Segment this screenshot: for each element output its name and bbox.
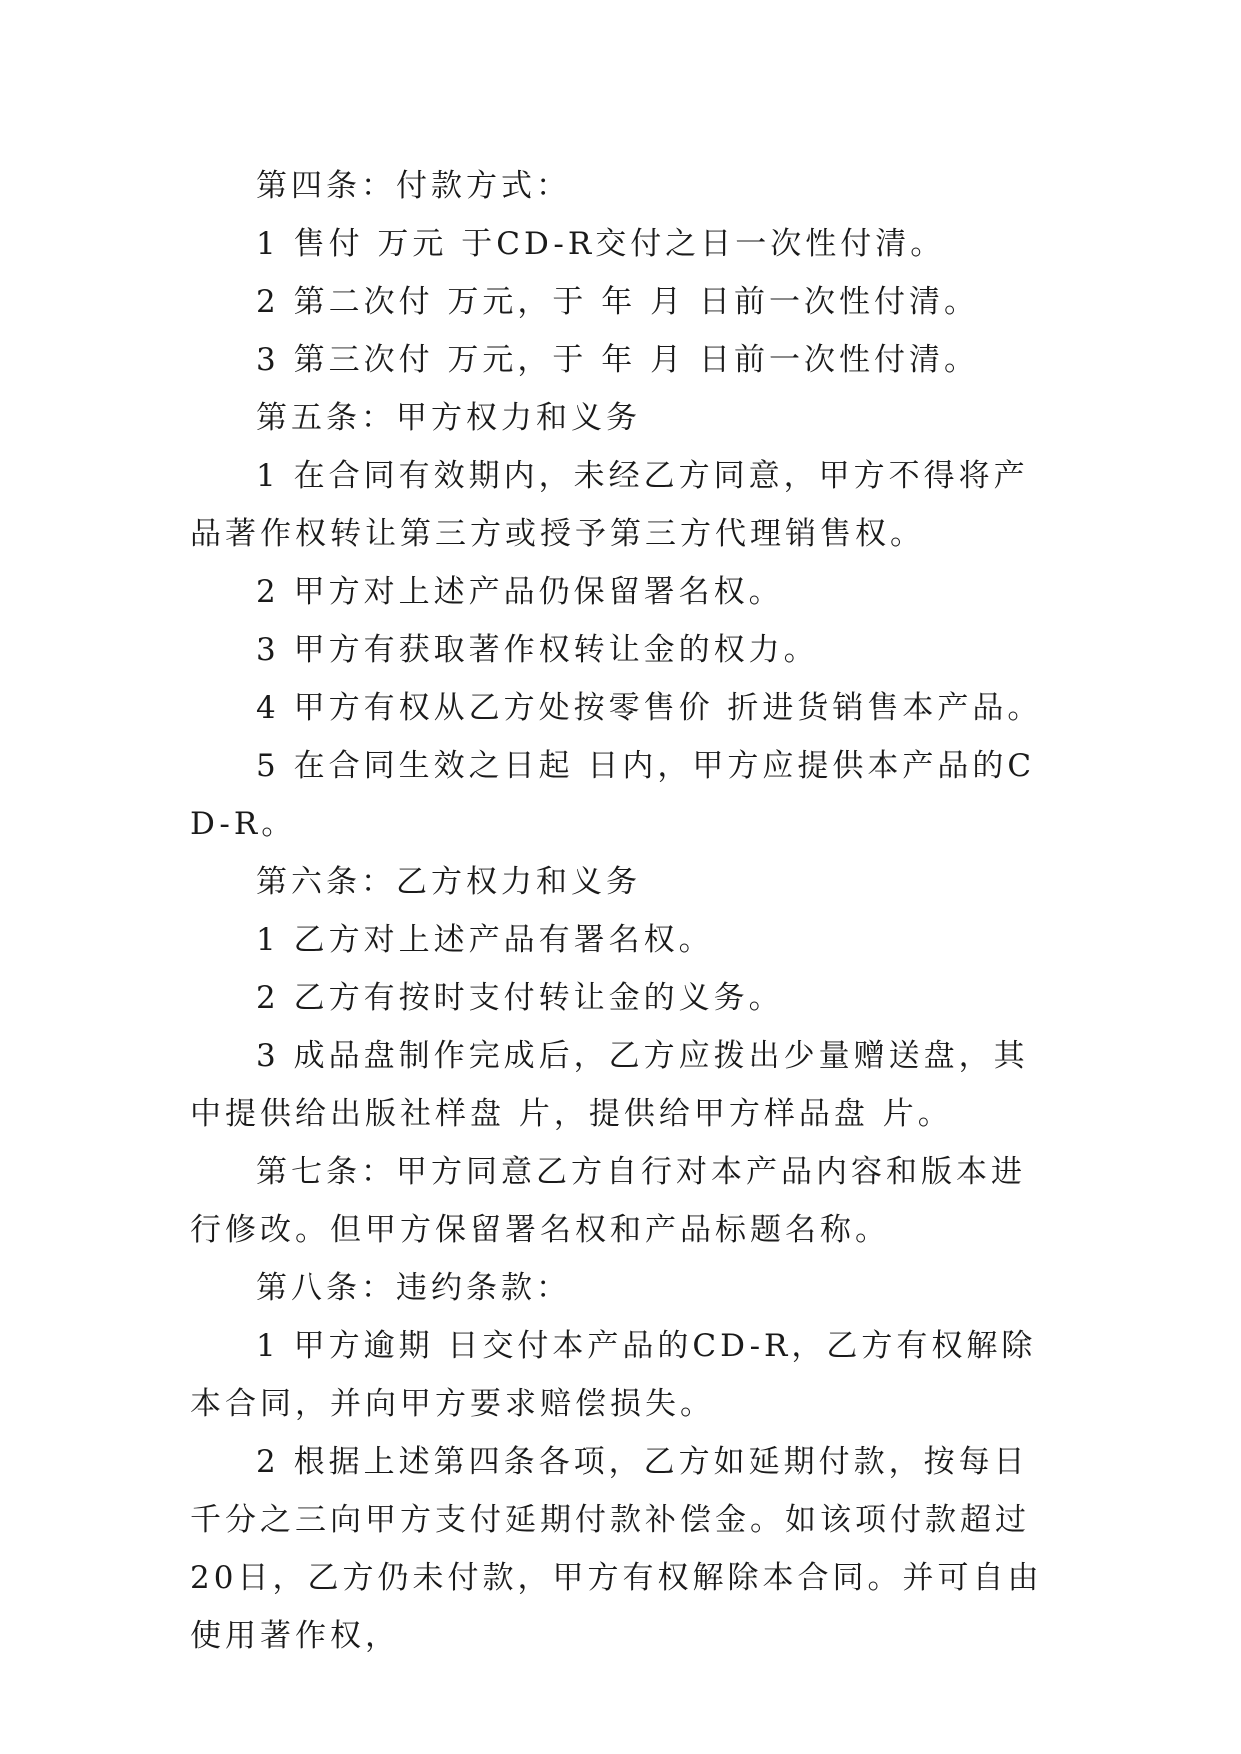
clause-5-item-5: 5 在合同生效之日起 日内，甲方应提供本产品的CD-R。: [190, 748, 1036, 842]
clause-6-item-2: 2 乙方有按时支付转让金的义务。: [256, 980, 784, 1016]
contract-text: [190, 157, 1052, 1665]
clause-5-item-4: 4 甲方有权从乙方处按零售价 折进货销售本产品。: [256, 690, 1043, 726]
clause-8-item-1: 1 甲方逾期 日交付本产品的CD-R，乙方有权解除本合同，并向甲方要求赔偿损失。: [190, 1328, 1037, 1422]
clause-8-heading: 第八条：违约条款：: [256, 1270, 571, 1306]
clause-4-item-2: 2 第二次付 万元，于 年 月 日前一次性付清。: [256, 284, 979, 320]
clause-4-heading: 第四条：付款方式：: [256, 168, 571, 204]
clause-6-item-1: 1 乙方对上述产品有署名权。: [256, 922, 714, 958]
clause-5-item-2: 2 甲方对上述产品仍保留署名权。: [256, 574, 784, 610]
clause-5-heading: 第五条：甲方权力和义务: [256, 400, 641, 436]
clause-7: 第七条：甲方同意乙方自行对本产品内容和版本进行修改。但甲方保留署名权和产品标题名称。: [190, 1154, 1026, 1248]
clause-6-heading: 第六条：乙方权力和义务: [256, 864, 641, 900]
clause-4-item-1: 1 售付 万元 于CD-R交付之日一次性付清。: [256, 226, 946, 262]
clause-8-item-2: 2 根据上述第四条各项，乙方如延期付款，按每日千分之三向甲方支付延期付款补偿金。如该项付款超过20日，乙方仍未付款，甲方有权解除本合同。并可自由使用著作权，: [190, 1444, 1043, 1654]
clause-6-item-3: 3 成品盘制作完成后，乙方应拨出少量赠送盘，其中提供给出版社样盘 片，提供给甲方样品盘 片。: [190, 1038, 1029, 1132]
clause-5-item-3: 3 甲方有获取著作权转让金的权力。: [256, 632, 819, 668]
clause-4-item-3: 3 第三次付 万元，于 年 月 日前一次性付清。: [256, 342, 979, 378]
clause-5-item-1: 1 在合同有效期内，未经乙方同意，甲方不得将产品著作权转让第三方或授予第三方代理销售权。: [190, 458, 1029, 552]
